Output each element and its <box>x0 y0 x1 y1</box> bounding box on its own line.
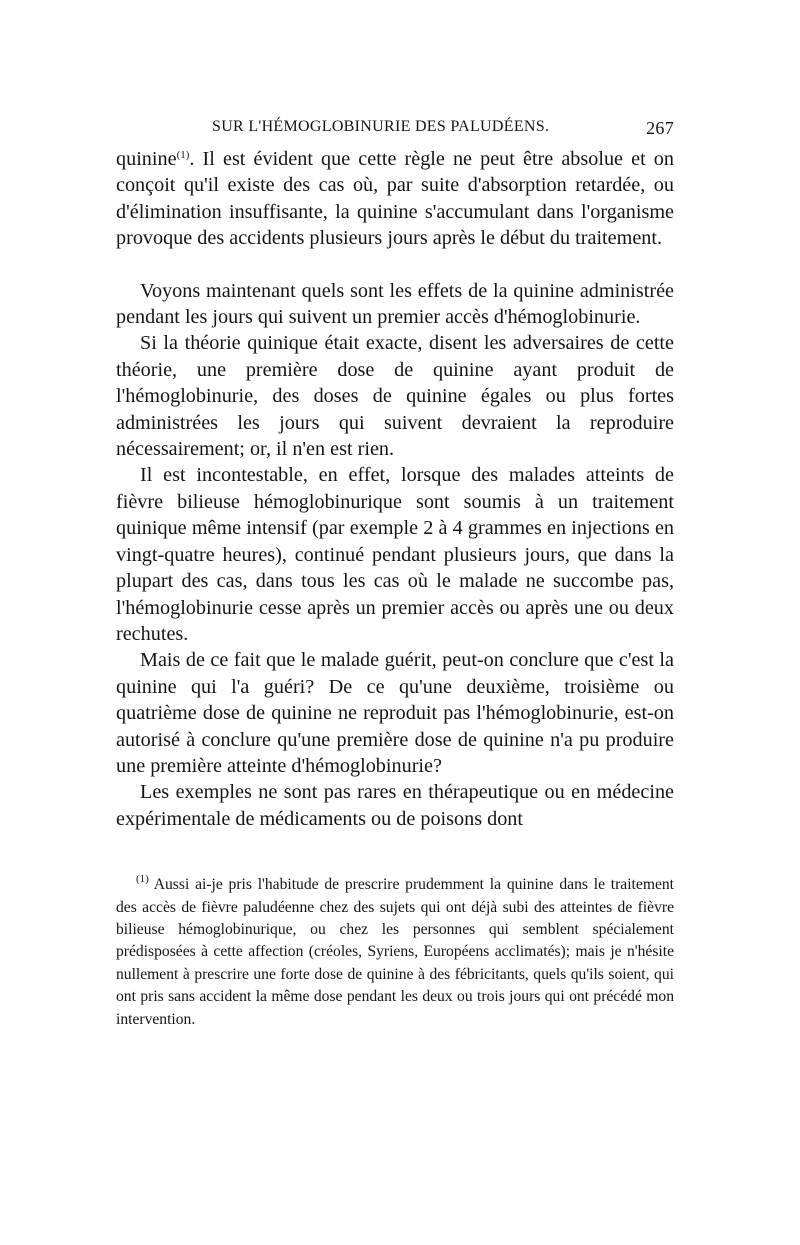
paragraph-continuation <box>116 146 674 252</box>
paragraph-start-text: quinine <box>116 148 177 170</box>
paragraph: Mais de ce fait que le malade guérit, peut-on conclure que c'est la quinine qui l'a guéri? De ce qu'une deuxième, troisième ou quatrième dose de quinine ne reproduit pas l'hémoglobinurie, est-on autorisé à conclure qu'une première dose de quinine n'a pu produire une première atteinte d'hémoglobinurie? <box>116 649 674 777</box>
paragraph: Voyons maintenant quels sont les effets de la quinine administrée pendant les jours qui suivent un premier accès d'hémoglobinurie. <box>116 279 674 329</box>
running-header <box>116 112 674 146</box>
running-title: SUR L'HÉMOGLOBINURIE DES PALUDÉENS. <box>212 118 550 135</box>
main-text <box>116 146 674 832</box>
book-page <box>116 112 674 1031</box>
page-number: 267 <box>646 118 674 138</box>
paragraph: Il est incontestable, en effet, lorsque des malades atteints de fièvre bilieuse hémoglobinurique sont soumis à un traitement quinique même intensif (par exemple 2 à 4 grammes en injections en vingt-quatre heures), continué pendant plusieurs jours, que dans la plupart des cas, dans tous les cas où le malade ne succombe pas, l'hémoglobinurie cesse après un premier accès ou après une ou deux rechutes. <box>116 464 674 645</box>
paragraph: Si la théorie quinique était exacte, disent les adversaires de cette théorie, une première dose de quinine ayant produit de l'hémoglobinurie, des doses de quinine égales ou plus fortes administrées les jours qui suivent devraient la reproduire nécessairement; or, il n'en est rien. <box>116 332 674 461</box>
footnotes <box>116 874 674 1031</box>
paragraph: Les exemples ne sont pas rares en thérapeutique ou en médecine expérimentale de médicaments ou de poisons dont <box>116 781 674 830</box>
paragraph-rest-text: . Il est évident que cette règle ne peut être absolue et on conçoit qu'il existe des cas où, par suite d'absorption retardée, ou d'élimination insuffisante, la quinine s'accumulant dans l'organisme provoque des accidents plusieurs jours après le début du traitement. <box>116 148 674 250</box>
footnote-marker: (1) <box>136 873 149 886</box>
footnote-reference: (1) <box>176 149 190 161</box>
footnote-text: Aussi ai-je pris l'habitude de prescrire prudemment la quinine dans le traitement des accès de fièvre paludéenne chez des sujets qui ont déjà subi des atteintes de fièvre bilieuse hémoglobinurique, ou chez les personnes qui semblent spécialement prédisposées à cette affection (créoles, Syriens, Européens acclimatés); mais je n'hésite nullement à prescrire une forte dose de quinine à des fébricitants, quels qu'ils soient, qui ont pris sans accident la même dose pendant les deux ou trois jours qui ont précédé mon intervention. <box>116 876 674 1028</box>
footnote <box>116 874 674 1031</box>
